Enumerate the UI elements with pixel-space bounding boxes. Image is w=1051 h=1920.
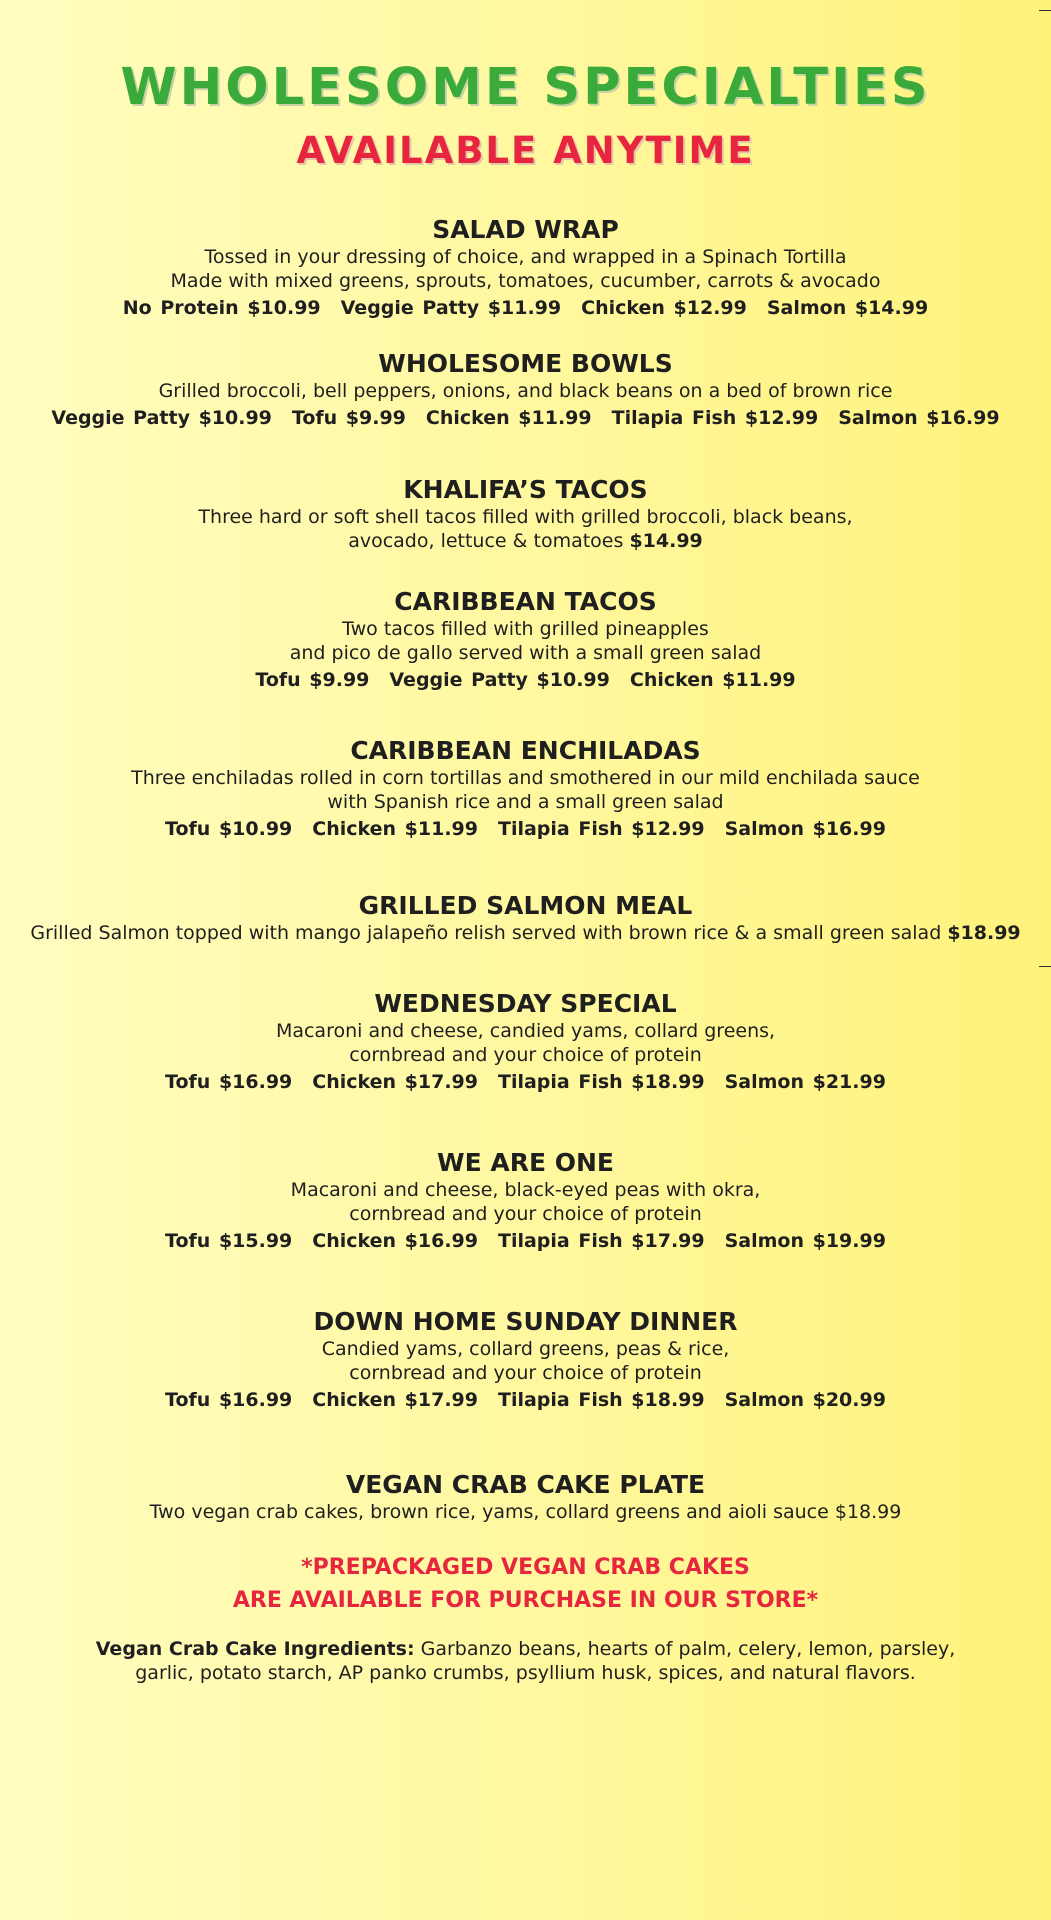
- price-option: Salmon $16.99: [724, 818, 886, 840]
- promo-line: *PREPACKAGED VEGAN CRAB CAKES: [301, 1555, 750, 1580]
- price-option: Tilapia Fish $18.99: [497, 1071, 705, 1093]
- item-description: Two tacos filled with grilled pineapples: [342, 618, 709, 640]
- item-price: $18.99: [947, 922, 1021, 944]
- menu-item-we-are-one: [0, 1148, 1051, 1254]
- price-option: Salmon $21.99: [724, 1071, 886, 1093]
- price-option: Tofu $16.99: [165, 1071, 293, 1093]
- price-option: Tofu $9.99: [255, 669, 370, 691]
- ingredients-text: garlic, potato starch, AP panko crumbs, psyllium husk, spices, and natural flavors.: [135, 1662, 916, 1684]
- menu-title: WHOLESOME SPECIALTIES: [120, 58, 931, 117]
- item-name: WEDNESDAY SPECIAL: [374, 989, 677, 1018]
- item-description: Three enchiladas rolled in corn tortillas and smothered in our mild enchilada sauce: [131, 767, 920, 789]
- item-prices: [0, 1387, 1051, 1413]
- item-description-with-price: [0, 529, 1051, 553]
- item-name: SALAD WRAP: [432, 215, 619, 244]
- item-prices: [0, 667, 1051, 693]
- item-name: WE ARE ONE: [437, 1148, 614, 1177]
- price-option: Chicken $17.99: [312, 1389, 478, 1411]
- price-option: Salmon $14.99: [766, 297, 929, 319]
- item-name: GRILLED SALMON MEAL: [358, 891, 693, 920]
- price-option: Tilapia Fish $18.99: [497, 1389, 705, 1411]
- item-description: Three hard or soft shell tacos filled with grilled broccoli, black beans,: [198, 506, 853, 528]
- menu-item-wholesome-bowls: [0, 349, 1051, 431]
- ingredients-line: [0, 1637, 1051, 1661]
- item-description: Tossed in your dressing of choice, and wrapped in a Spinach Tortilla: [204, 246, 847, 268]
- item-description: Made with mixed greens, sprouts, tomatoes, cucumber, carrots & avocado: [170, 270, 881, 292]
- price-option: Veggie Patty $11.99: [340, 297, 562, 319]
- menu-item-caribbean-enchiladas: [0, 736, 1051, 842]
- item-description: cornbread and your choice of protein: [349, 1362, 702, 1384]
- price-option: Chicken $11.99: [629, 669, 796, 691]
- item-name: CARIBBEAN ENCHILADAS: [350, 736, 701, 765]
- item-name: KHALIFA’S TACOS: [403, 475, 648, 504]
- menu-item-down-home-sunday-dinner: [0, 1307, 1051, 1413]
- price-option: Veggie Patty $10.99: [389, 669, 610, 691]
- item-description: Grilled broccoli, bell peppers, onions, and black beans on a bed of brown rice: [158, 380, 893, 402]
- price-option: Salmon $20.99: [724, 1389, 886, 1411]
- item-description: Macaroni and cheese, black-eyed peas with okra,: [290, 1179, 761, 1201]
- item-description: with Spanish rice and a small green salad: [327, 791, 724, 813]
- price-option: Veggie Patty $10.99: [51, 407, 272, 429]
- item-prices: [0, 1228, 1051, 1254]
- item-description: Candied yams, collard greens, peas & rice,: [321, 1338, 730, 1360]
- price-option: Tofu $10.99: [165, 818, 293, 840]
- price-option: Salmon $16.99: [838, 407, 1000, 429]
- menu-item-grilled-salmon-meal: [0, 891, 1051, 945]
- item-description: Grilled Salmon topped with mango jalapeño relish served with brown rice & a small green salad: [30, 922, 942, 944]
- price-option: Tilapia Fish $12.99: [611, 407, 819, 429]
- menu-item-caribbean-tacos: [0, 587, 1051, 693]
- price-option: Tofu $15.99: [165, 1230, 293, 1252]
- price-option: Tofu $9.99: [291, 407, 406, 429]
- price-option: Tilapia Fish $12.99: [497, 818, 705, 840]
- menu-item-salad-wrap: [0, 215, 1051, 321]
- price-option: Salmon $19.99: [724, 1230, 886, 1252]
- item-price: $14.99: [629, 530, 703, 552]
- item-description: and pico de gallo served with a small green salad: [289, 642, 762, 664]
- item-name: DOWN HOME SUNDAY DINNER: [313, 1307, 738, 1336]
- promo-line: ARE AVAILABLE FOR PURCHASE IN OUR STORE*: [232, 1588, 819, 1613]
- price-option: Chicken $16.99: [312, 1230, 478, 1252]
- ingredients-note: [0, 1637, 1051, 1685]
- item-description-with-price: [0, 921, 1051, 945]
- item-description: cornbread and your choice of protein: [349, 1203, 702, 1225]
- item-prices: [0, 1069, 1051, 1095]
- menu-subtitle: AVAILABLE ANYTIME: [296, 129, 755, 172]
- price-option: Chicken $17.99: [312, 1071, 478, 1093]
- store-promo: [0, 1551, 1051, 1617]
- price-option: Chicken $11.99: [425, 407, 592, 429]
- item-name: CARIBBEAN TACOS: [394, 587, 657, 616]
- price-option: No Protein $10.99: [122, 297, 321, 319]
- menu-item-wednesday-special: [0, 989, 1051, 1095]
- item-description: avocado, lettuce & tomatoes: [348, 530, 624, 552]
- price-option: Tilapia Fish $17.99: [497, 1230, 705, 1252]
- price-option: Chicken $11.99: [312, 818, 478, 840]
- item-prices: [0, 295, 1051, 321]
- ingredients-label: Vegan Crab Cake Ingredients:: [95, 1638, 415, 1660]
- price-option: Tofu $16.99: [165, 1389, 293, 1411]
- price-option: Chicken $12.99: [581, 297, 747, 319]
- item-description: Macaroni and cheese, candied yams, collard greens,: [275, 1020, 776, 1042]
- item-description: Two vegan crab cakes, brown rice, yams, collard greens and aioli sauce $18.99: [149, 1501, 902, 1523]
- item-prices: [0, 816, 1051, 842]
- menu-item-vegan-crab-cake-plate: [0, 1470, 1051, 1524]
- item-name: WHOLESOME BOWLS: [378, 349, 673, 378]
- item-name: VEGAN CRAB CAKE PLATE: [345, 1470, 706, 1499]
- ingredients-text: Garbanzo beans, hearts of palm, celery, lemon, parsley,: [414, 1638, 956, 1660]
- menu-item-khalifas-tacos: [0, 475, 1051, 553]
- item-prices: [0, 405, 1051, 431]
- item-description: cornbread and your choice of protein: [349, 1044, 702, 1066]
